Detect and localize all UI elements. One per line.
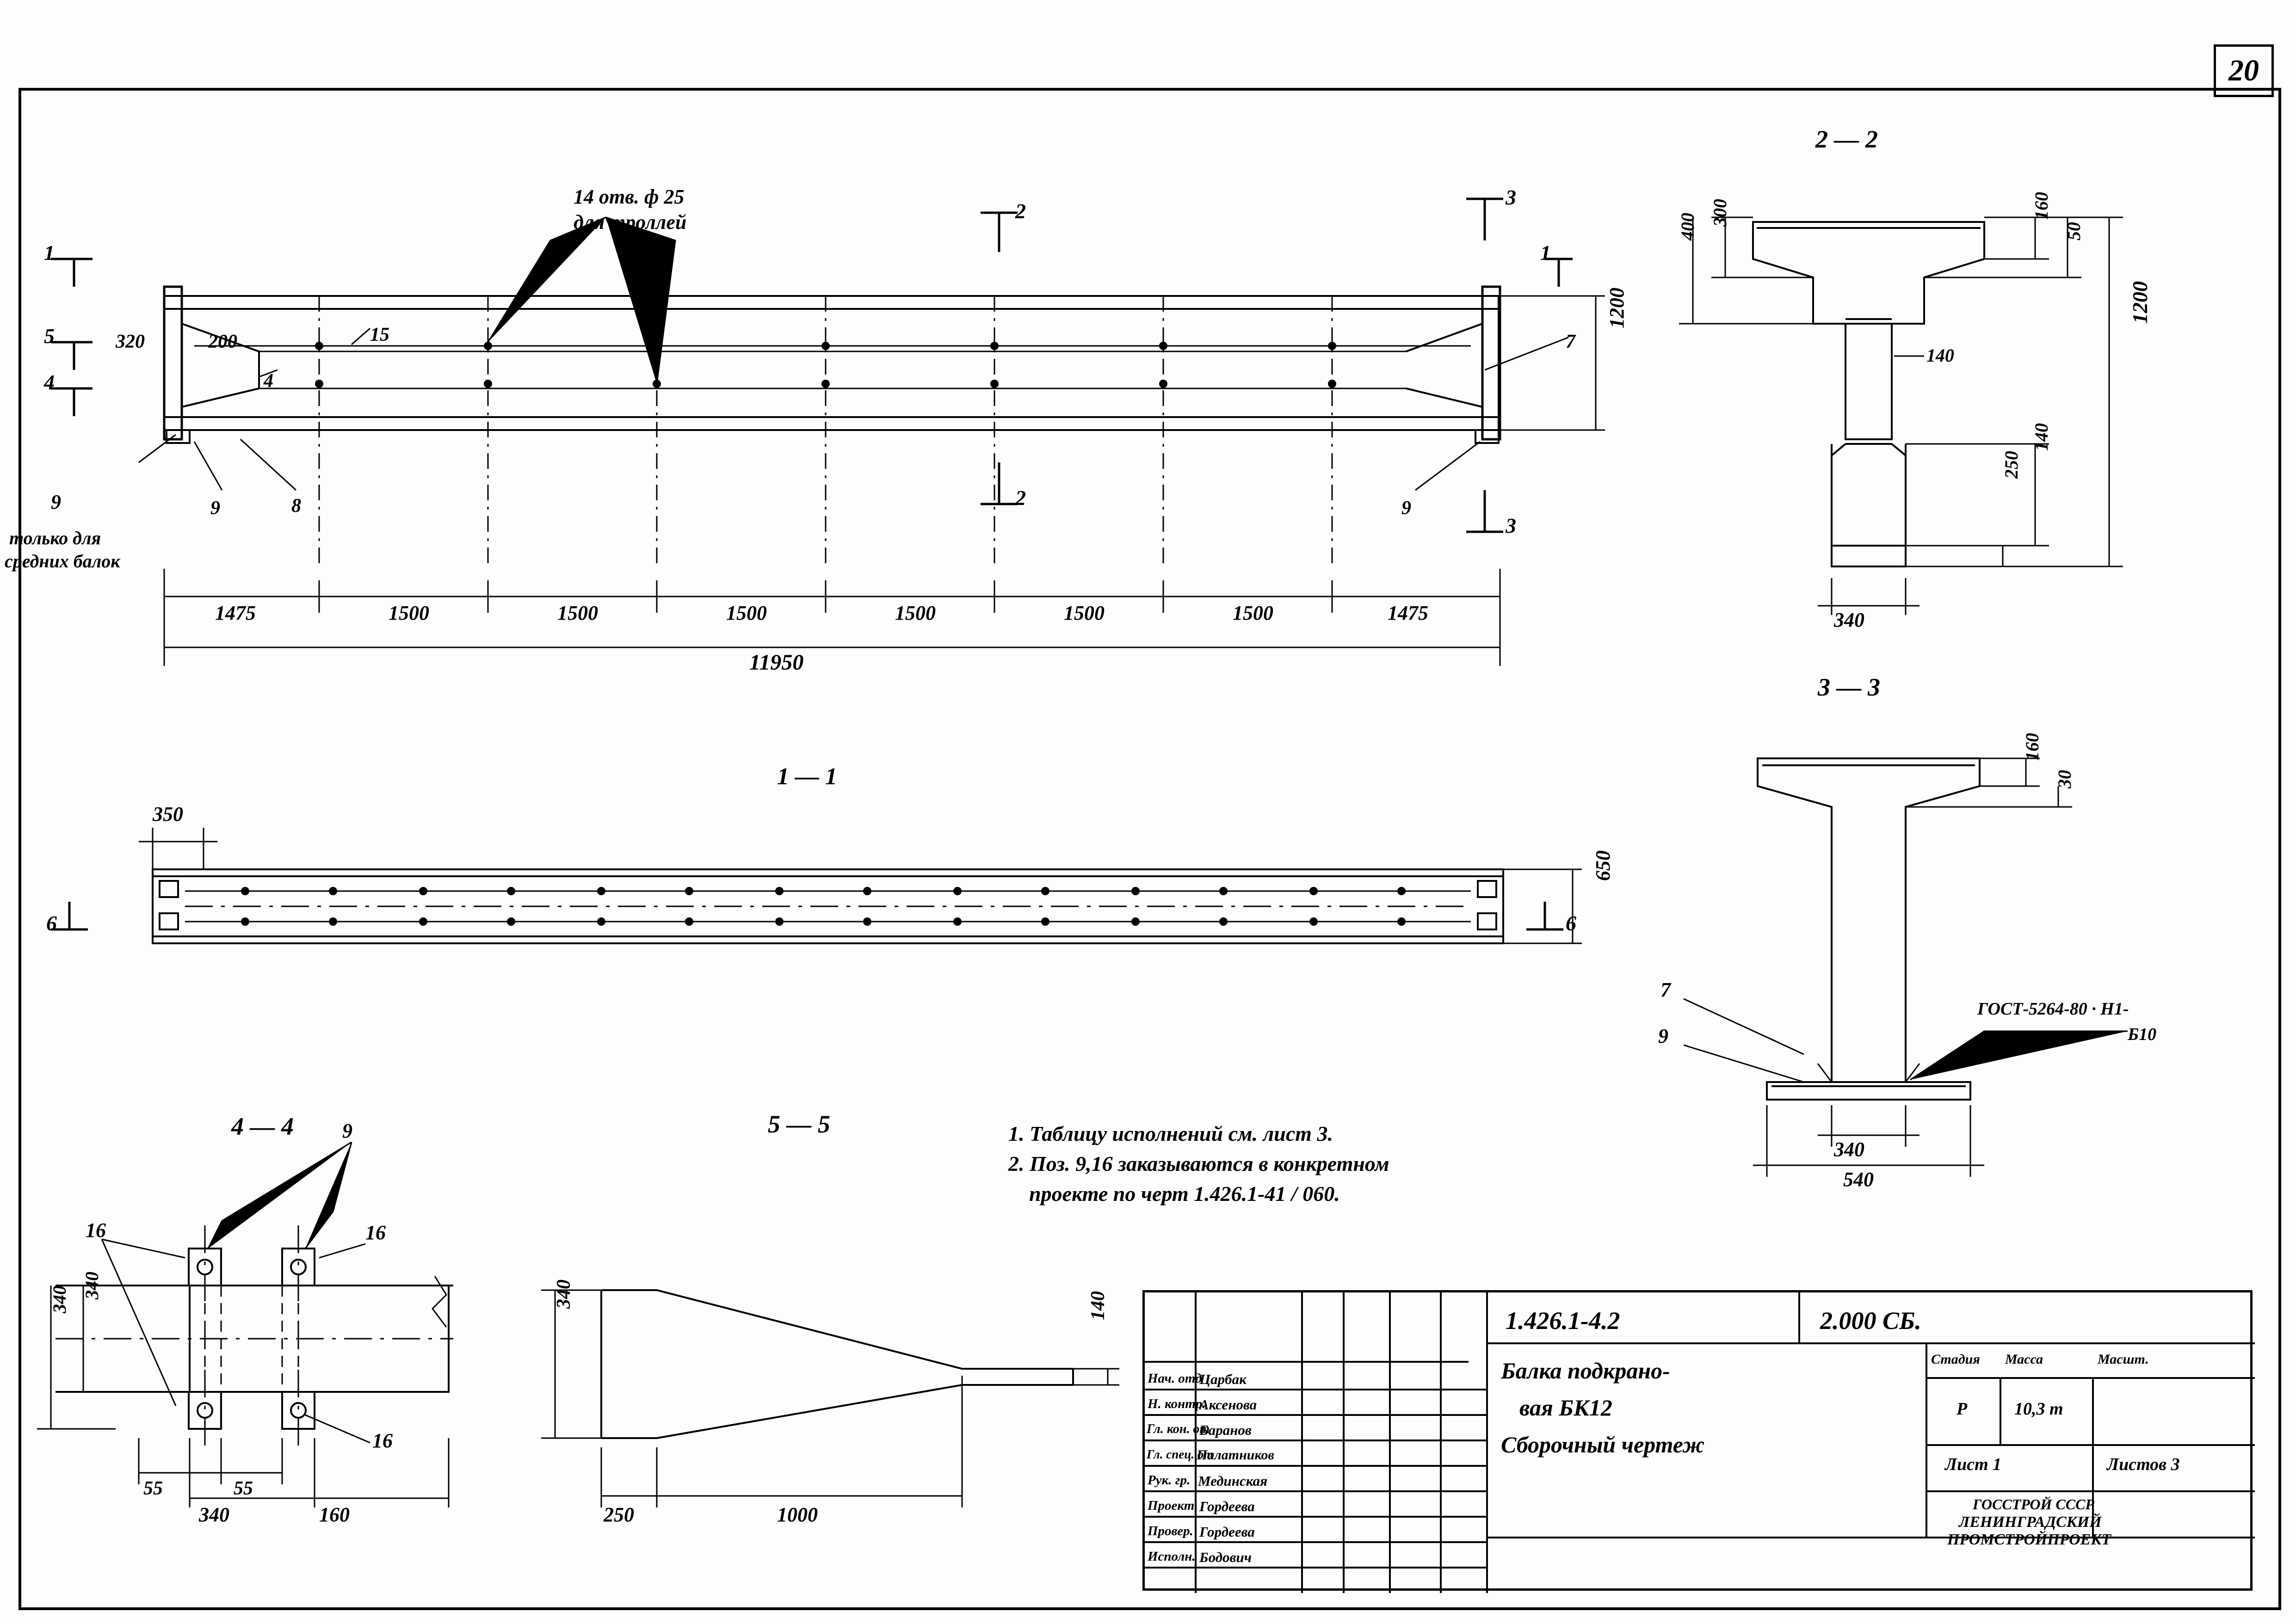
view-3-3-dim-340: 340 [1834,1138,1864,1161]
view-3-3-weld-note: ГОСТ-5264-80 · Н1- [1977,999,2129,1019]
tb-title-2: вая БК12 [1519,1395,1612,1421]
view-1-1-mark-6-right: 6 [1566,911,1576,935]
view-2-2-dim-50: 50 [2063,222,2084,240]
tb-code: 1.426.1-4.2 [1506,1307,1620,1335]
view-2-2-dim-250: 250 [2001,451,2022,479]
view-3-3-dim-160: 160 [2022,733,2043,761]
tb-name-6: Гордеева [1199,1524,1255,1540]
view-5-5-dim-250: 250 [604,1503,634,1526]
view-2-2-dim-340: 340 [1834,609,1864,631]
view-1-1-dim-650: 650 [1592,850,1614,881]
dim-200: 200 [208,331,237,352]
view-2-2-dim-300: 300 [1710,199,1730,227]
callout-holes-line2: для троллей [574,211,687,234]
tb-org-2: ЛЕНИНГРАДСКИЙ [1959,1513,2102,1531]
view-3-3-pos-9: 9 [1658,1025,1668,1047]
tb-name-7: Бодович [1199,1549,1252,1565]
tb-sheet: Лист 1 [1945,1455,2002,1474]
view-4-4-pos-16-c: 16 [372,1429,393,1452]
section-mark-1-left: 1 [44,241,55,265]
section-mark-3-bottom: 3 [1506,514,1516,537]
pos-4: 4 [264,370,273,392]
view-4-4-dim-55-a: 55 [143,1478,163,1499]
view-5-5-dim-140: 140 [1087,1291,1109,1320]
tb-role-7: Исполн. [1148,1549,1196,1564]
tb-code-suffix: 2.000 СБ. [1820,1307,1921,1335]
view-5-5-title: 5 — 5 [768,1110,830,1138]
section-mark-3-top: 3 [1506,185,1516,209]
view-2-2-dim-140-web: 140 [1926,345,1954,366]
tb-role-6: Провер. [1148,1524,1193,1538]
tb-role-4: Рук. гр. [1148,1473,1191,1488]
pos-9-right: 9 [1401,498,1411,519]
tb-title-1: Балка подкрано- [1501,1358,1670,1384]
spacing-2: 1500 [389,602,429,624]
section-mark-2-bottom: 2 [1015,486,1026,510]
tb-role-2: Гл. кон. от [1147,1422,1210,1436]
spacing-1: 1475 [215,602,256,624]
pos-9-left: 9 [210,498,220,519]
spacing-5: 1500 [895,602,936,624]
tb-name-1: Аксенова [1199,1396,1257,1413]
tb-mass-value: 10,3 т [2014,1399,2063,1419]
view-3-3-weld-note2: Б10 [2128,1025,2157,1044]
view-1-1-dim-350: 350 [153,803,183,825]
view-5-5-dim-1000: 1000 [777,1503,818,1526]
tb-org-1: ГОССТРОЙ СССР [1973,1496,2094,1513]
note-line-1: 1. Таблицу исполнений см. лист 3. [1008,1122,1333,1145]
tb-role-3: Гл. спец. от [1147,1447,1214,1461]
callout-holes-line1: 14 отв. ф 25 [574,185,685,208]
spacing-4: 1500 [726,602,767,624]
view-2-2-title: 2 — 2 [1815,125,1878,153]
view-1-1-title: 1 — 1 [777,763,837,790]
tb-name-5: Гордеева [1199,1498,1255,1514]
section-mark-1-right: 1 [1540,241,1551,265]
spacing-3: 1500 [557,602,598,624]
tb-stage-value: Р [1957,1399,1968,1419]
view-4-4-dim-340-c: 340 [199,1503,229,1526]
view-3-3-pos-7: 7 [1660,978,1671,1001]
tb-role-1: Н. контр. [1148,1396,1206,1411]
total-length: 11950 [749,650,804,675]
view-1-1-mark-6-left: 6 [46,911,57,935]
view-4-4-dim-160: 160 [319,1503,350,1526]
section-mark-5-left: 5 [44,324,55,348]
tb-name-2: Баранов [1199,1422,1252,1438]
pos-8: 8 [291,495,301,517]
tb-role-5: Проект. [1148,1498,1198,1513]
tb-stage-label: Стадия [1931,1352,1980,1367]
title-block [1142,1290,2253,1591]
pos-7-left: 9 [51,491,61,513]
tb-title-3: Сборочный чертеж [1501,1432,1705,1458]
tb-name-0: Царбак [1199,1371,1247,1387]
tb-mass-label: Масса [2005,1352,2043,1367]
view-4-4-dim-340-a: 340 [81,1272,102,1299]
pos-15: 15 [370,324,389,345]
tb-sheets: Листов 3 [2107,1455,2180,1474]
pos-7-right: 7 [1566,331,1575,352]
view-4-4-pos-9: 9 [342,1120,352,1142]
view-4-4-dim-340-b: 340 [49,1286,70,1313]
view-4-4-dim-55-b: 55 [234,1478,253,1499]
spacing-7: 1500 [1233,602,1273,624]
dim-320: 320 [116,331,145,352]
note-line-3: проекте по черт 1.426.1-41 / 060. [1029,1182,1340,1206]
spacing-8: 1475 [1388,602,1428,624]
note-middle-line1: только для [9,528,101,548]
view-4-4-pos-16-b: 16 [365,1221,386,1244]
tb-name-3: Палатников [1197,1447,1274,1463]
tb-name-4: Мединская [1198,1473,1268,1489]
view-2-2-dim-160: 160 [2031,192,2052,220]
view-3-3-title: 3 — 3 [1818,673,1880,701]
view-3-3-dim-540: 540 [1843,1168,1874,1191]
note-line-2: 2. Поз. 9,16 заказываются в конкретном [1008,1152,1389,1175]
view-5-5-dim-340: 340 [553,1280,574,1309]
note-middle-line2: средних балок [5,551,120,572]
tb-role-0: Нач. отд [1148,1371,1202,1386]
tb-scale-label: Масшт. [2098,1352,2149,1367]
view-4-4-title: 4 — 4 [231,1113,294,1140]
dim-1200-main: 1200 [1605,288,1628,328]
view-2-2-dim-1200: 1200 [2128,281,2152,324]
spacing-6: 1500 [1064,602,1105,624]
view-2-2-dim-140: 140 [2031,423,2052,451]
page-number: 20 [2228,54,2259,87]
tb-org-3: ПРОМСТРОЙПРОЕКТ [1947,1531,2111,1548]
view-2-2-dim-400: 400 [1677,213,1698,240]
view-4-4-pos-16-a: 16 [86,1219,106,1242]
view-3-3-dim-30: 30 [2054,770,2075,788]
section-mark-4-left: 4 [44,370,55,394]
section-mark-2-top: 2 [1015,199,1026,223]
